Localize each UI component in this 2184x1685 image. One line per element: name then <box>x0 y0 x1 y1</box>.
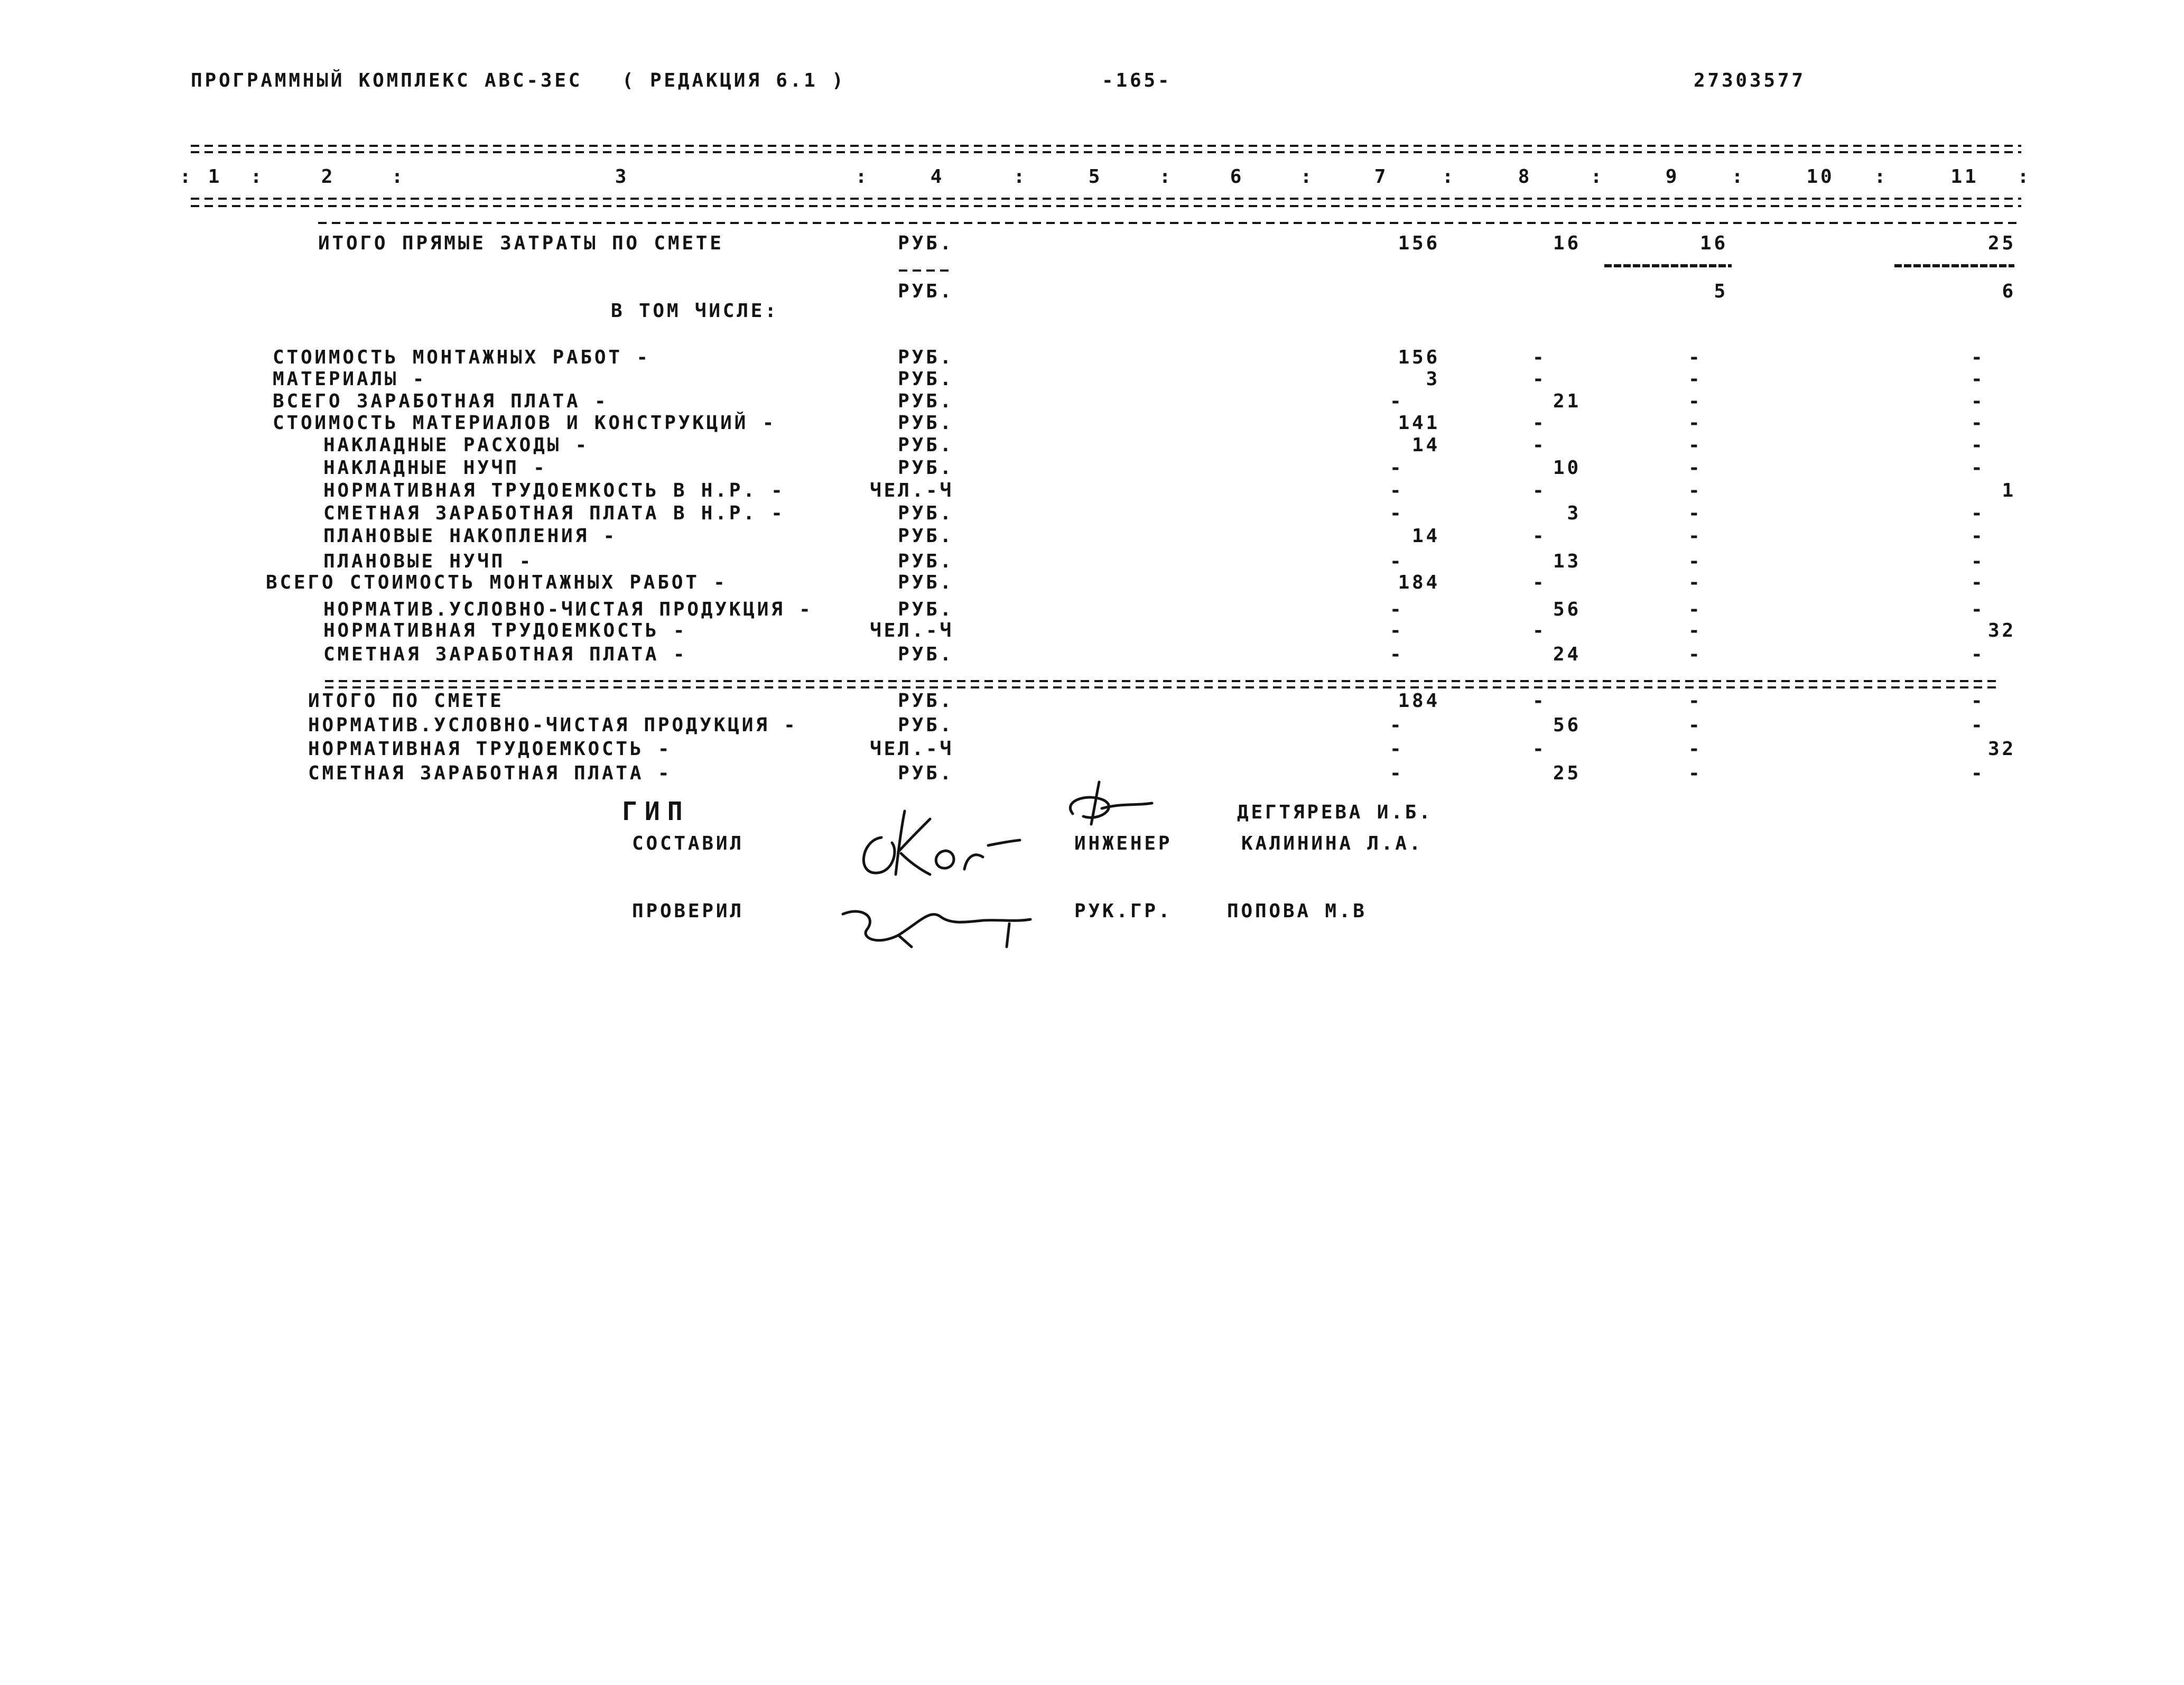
value-col9: - <box>1688 620 1703 641</box>
value-col8: 25 <box>1553 762 1581 784</box>
row-unit: РУБ. <box>898 599 954 620</box>
column-separator: : <box>179 166 194 188</box>
signature-stroke <box>1102 803 1152 808</box>
value-col8: 16 <box>1553 232 1581 254</box>
dashed-rule <box>318 222 2021 224</box>
totals-row <box>0 691 2184 712</box>
value-col8: 3 <box>1567 502 1581 524</box>
column-separator: : <box>1300 166 1315 188</box>
row-unit: РУБ. <box>898 762 954 784</box>
estimate-row <box>0 413 2184 434</box>
value-col7: 156 <box>1398 347 1440 368</box>
signature-stroke <box>936 851 954 868</box>
row-label: ИТОГО ПРЯМЫЕ ЗАТРАТЫ ПО СМЕТЕ <box>318 232 724 254</box>
value-col11: - <box>1971 457 1985 479</box>
value-col11: 32 <box>1988 738 2016 760</box>
value-col7: 141 <box>1398 412 1440 434</box>
column-separator: : <box>1590 166 1605 188</box>
dashed-rule <box>191 198 2021 200</box>
direct-costs-extra-row <box>0 281 2184 302</box>
value-col9: - <box>1688 714 1703 736</box>
row-unit: РУБ. <box>898 434 954 456</box>
estimate-row <box>0 369 2184 390</box>
column-number: 4 <box>930 166 945 188</box>
column-separator: : <box>1731 166 1746 188</box>
totals-row <box>0 739 2184 760</box>
value-col8: 21 <box>1553 390 1581 412</box>
value-col7: 184 <box>1398 690 1440 712</box>
column-separator: : <box>1442 166 1456 188</box>
signature-stroke <box>964 855 983 869</box>
column-number: 6 <box>1230 166 1244 188</box>
value-col9: - <box>1688 480 1703 501</box>
value-col11: - <box>1971 434 1985 456</box>
signature-stroke <box>898 819 930 852</box>
signature-stroke <box>843 911 1030 941</box>
row-label: МАТЕРИАЛЫ - <box>273 368 427 390</box>
value-col11: - <box>1971 714 1985 736</box>
column-number: 1 <box>208 166 222 188</box>
page-number: -165- <box>1102 70 1172 91</box>
gip-name: ДЕГТЯРЕВА И.Б. <box>1237 802 1433 823</box>
value-col9: - <box>1688 551 1703 572</box>
value-col11: - <box>1971 599 1985 620</box>
column-separator: : <box>855 166 870 188</box>
compiled-by-label: СОСТАВИЛ <box>632 833 744 854</box>
estimate-row <box>0 620 2184 641</box>
value-col11: - <box>1971 368 1985 390</box>
value-col7: - <box>1390 738 1404 760</box>
value-col9: - <box>1688 502 1703 524</box>
dashed-rule <box>899 269 950 272</box>
row-label: НОРМАТИВ.УСЛОВНО-ЧИСТАЯ ПРОДУКЦИЯ - <box>323 599 813 620</box>
totals-row <box>0 763 2184 784</box>
row-label: СТОИМОСТЬ МОНТАЖНЫХ РАБОТ - <box>273 347 650 368</box>
totals-row <box>0 715 2184 736</box>
estimate-row <box>0 644 2184 665</box>
value-col7: - <box>1390 480 1404 501</box>
value-col8: 24 <box>1553 644 1581 665</box>
value-col11: 1 <box>2002 480 2016 501</box>
row-label: СТОИМОСТЬ МАТЕРИАЛОВ И КОНСТРУКЦИЙ - <box>273 412 777 434</box>
estimate-row <box>0 599 2184 620</box>
value-col7: 156 <box>1398 232 1440 254</box>
value-col8: 13 <box>1553 551 1581 572</box>
value-col9: - <box>1688 434 1703 456</box>
value-col8: - <box>1532 572 1547 593</box>
value-col11: - <box>1971 390 1985 412</box>
checked-by-name: ПОПОВА М.В <box>1227 900 1367 922</box>
value-col9: - <box>1688 525 1703 547</box>
value-col11: - <box>1971 347 1985 368</box>
column-number: 7 <box>1374 166 1389 188</box>
value-col8: - <box>1532 368 1547 390</box>
column-separator: : <box>391 166 406 188</box>
value-col7: - <box>1390 620 1404 641</box>
direct-costs-row <box>0 233 2184 254</box>
estimate-row <box>0 480 2184 501</box>
row-label: НАКЛАДНЫЕ НУЧП - <box>323 457 547 479</box>
value-col9: - <box>1688 599 1703 620</box>
dashed-rule <box>325 686 2000 688</box>
row-unit: РУБ. <box>898 502 954 524</box>
value-col11: - <box>1971 525 1985 547</box>
column-separator: : <box>250 166 265 188</box>
value-col8: - <box>1532 620 1547 641</box>
estimate-row <box>0 526 2184 547</box>
row-unit: ЧЕЛ.-Ч <box>870 620 954 641</box>
checker-signature <box>843 911 1030 947</box>
row-label: ВСЕГО СТОИМОСТЬ МОНТАЖНЫХ РАБОТ - <box>266 572 728 593</box>
row-unit: ЧЕЛ.-Ч <box>870 738 954 760</box>
estimate-row <box>0 503 2184 524</box>
value-col9: 5 <box>1714 281 1728 302</box>
document-number: 27303577 <box>1694 70 1806 91</box>
estimate-row <box>0 347 2184 368</box>
value-col9: - <box>1688 412 1703 434</box>
dashed-rule <box>191 151 2021 153</box>
value-col11: - <box>1971 644 1985 665</box>
checked-by-position: РУК.ГР. <box>1074 900 1173 922</box>
value-col9: - <box>1688 368 1703 390</box>
program-edition: ( РЕДАКЦИЯ 6.1 ) <box>622 70 846 91</box>
column-separator: : <box>2017 166 2032 188</box>
checked-by-label: ПРОВЕРИЛ <box>632 900 744 922</box>
value-col8: 10 <box>1553 457 1581 479</box>
signature-stroke <box>988 840 1020 845</box>
value-col7: - <box>1390 599 1404 620</box>
column-separator: : <box>1159 166 1174 188</box>
row-unit: РУБ. <box>898 690 954 712</box>
gip-signature <box>1070 782 1152 824</box>
value-col9: - <box>1688 690 1703 712</box>
row-unit: ЧЕЛ.-Ч <box>870 480 954 501</box>
value-col9: - <box>1688 762 1703 784</box>
compiled-by-name: КАЛИНИНА Л.А. <box>1241 833 1424 854</box>
row-label: ПЛАНОВЫЕ НАКОПЛЕНИЯ - <box>323 525 617 547</box>
value-col7: - <box>1390 644 1404 665</box>
row-unit: РУБ. <box>898 390 954 412</box>
value-col7: 14 <box>1412 434 1440 456</box>
value-col9: - <box>1688 738 1703 760</box>
row-unit: РУБ. <box>898 525 954 547</box>
estimate-row <box>0 435 2184 456</box>
value-col11: - <box>1971 572 1985 593</box>
column-number: 5 <box>1088 166 1103 188</box>
column-number: 11 <box>1950 166 1979 188</box>
signature-stroke <box>1007 924 1009 947</box>
signature-stroke <box>1091 782 1099 824</box>
row-label: СМЕТНАЯ ЗАРАБОТНАЯ ПЛАТА В Н.Р. - <box>323 502 785 524</box>
value-col7: - <box>1390 551 1404 572</box>
row-label: НОРМАТИВ.УСЛОВНО-ЧИСТАЯ ПРОДУКЦИЯ - <box>308 714 798 736</box>
value-col9: - <box>1688 457 1703 479</box>
row-unit: РУБ. <box>898 281 954 302</box>
value-col7: 184 <box>1398 572 1440 593</box>
dashed-rule <box>191 205 2021 207</box>
subtotal-underline <box>1604 264 1732 267</box>
row-label: НОРМАТИВНАЯ ТРУДОЕМКОСТЬ - <box>323 620 687 641</box>
row-unit: РУБ. <box>898 457 954 479</box>
value-col7: 3 <box>1426 368 1440 390</box>
value-col7: 14 <box>1412 525 1440 547</box>
estimate-row <box>0 391 2184 412</box>
value-col8: 56 <box>1553 714 1581 736</box>
subtotal-underline <box>1894 264 2014 267</box>
row-label: НОРМАТИВНАЯ ТРУДОЕМКОСТЬ В Н.Р. - <box>323 480 785 501</box>
value-col8: - <box>1532 738 1547 760</box>
value-col8: - <box>1532 412 1547 434</box>
value-col7: - <box>1390 714 1404 736</box>
row-unit: РУБ. <box>898 232 954 254</box>
signature-stroke <box>1070 797 1109 817</box>
compiler-signature <box>863 811 1020 874</box>
row-unit: РУБ. <box>898 368 954 390</box>
row-label: ПЛАНОВЫЕ НУЧП - <box>323 551 534 572</box>
row-unit: РУБ. <box>898 572 954 593</box>
including-label: В ТОМ ЧИСЛЕ: <box>611 300 779 322</box>
value-col11: - <box>1971 762 1985 784</box>
row-label: НАКЛАДНЫЕ РАСХОДЫ - <box>323 434 590 456</box>
value-col11: 32 <box>1988 620 2016 641</box>
value-col7: - <box>1390 457 1404 479</box>
signature-stroke <box>863 837 895 873</box>
value-col8: - <box>1532 434 1547 456</box>
value-col7: - <box>1390 390 1404 412</box>
value-col9: - <box>1688 644 1703 665</box>
value-col9: - <box>1688 572 1703 593</box>
program-title: ПРОГРАММНЫЙ КОМПЛЕКС АВС-3ЕС <box>191 70 583 91</box>
estimate-row <box>0 572 2184 593</box>
row-label: СМЕТНАЯ ЗАРАБОТНАЯ ПЛАТА - <box>323 644 687 665</box>
value-col11: - <box>1971 412 1985 434</box>
column-number: 8 <box>1518 166 1532 188</box>
value-col9: - <box>1688 347 1703 368</box>
value-col8: - <box>1532 480 1547 501</box>
row-unit: РУБ. <box>898 347 954 368</box>
dashed-rule <box>191 145 2021 147</box>
row-unit: РУБ. <box>898 714 954 736</box>
gip-title: ГИП <box>622 797 690 826</box>
value-col9: 16 <box>1700 232 1728 254</box>
value-col7: - <box>1390 502 1404 524</box>
row-unit: РУБ. <box>898 644 954 665</box>
column-separator: : <box>1013 166 1028 188</box>
value-col11: - <box>1971 502 1985 524</box>
dashed-rule <box>325 680 2000 682</box>
signature-stroke <box>898 935 912 947</box>
value-col8: - <box>1532 690 1547 712</box>
estimate-row <box>0 551 2184 572</box>
value-col8: - <box>1532 347 1547 368</box>
column-number: 9 <box>1665 166 1680 188</box>
row-label: ВСЕГО ЗАРАБОТНАЯ ПЛАТА - <box>273 390 609 412</box>
value-col11: - <box>1971 690 1985 712</box>
column-number: 2 <box>321 166 336 188</box>
row-label: НОРМАТИВНАЯ ТРУДОЕМКОСТЬ - <box>308 738 672 760</box>
row-label: ИТОГО ПО СМЕТЕ <box>308 690 504 712</box>
row-unit: РУБ. <box>898 551 954 572</box>
value-col7: - <box>1390 762 1404 784</box>
value-col11: - <box>1971 551 1985 572</box>
estimate-row <box>0 458 2184 479</box>
column-separator: : <box>1874 166 1889 188</box>
row-label: СМЕТНАЯ ЗАРАБОТНАЯ ПЛАТА - <box>308 762 672 784</box>
compiled-by-position: ИНЖЕНЕР <box>1074 833 1173 854</box>
value-col11: 25 <box>1988 232 2016 254</box>
signature-stroke <box>901 853 930 874</box>
value-col8: - <box>1532 525 1547 547</box>
value-col11: 6 <box>2002 281 2016 302</box>
column-number: 3 <box>615 166 629 188</box>
column-number: 10 <box>1806 166 1835 188</box>
value-col8: 56 <box>1553 599 1581 620</box>
signature-stroke <box>896 811 905 874</box>
value-col9: - <box>1688 390 1703 412</box>
row-unit: РУБ. <box>898 412 954 434</box>
